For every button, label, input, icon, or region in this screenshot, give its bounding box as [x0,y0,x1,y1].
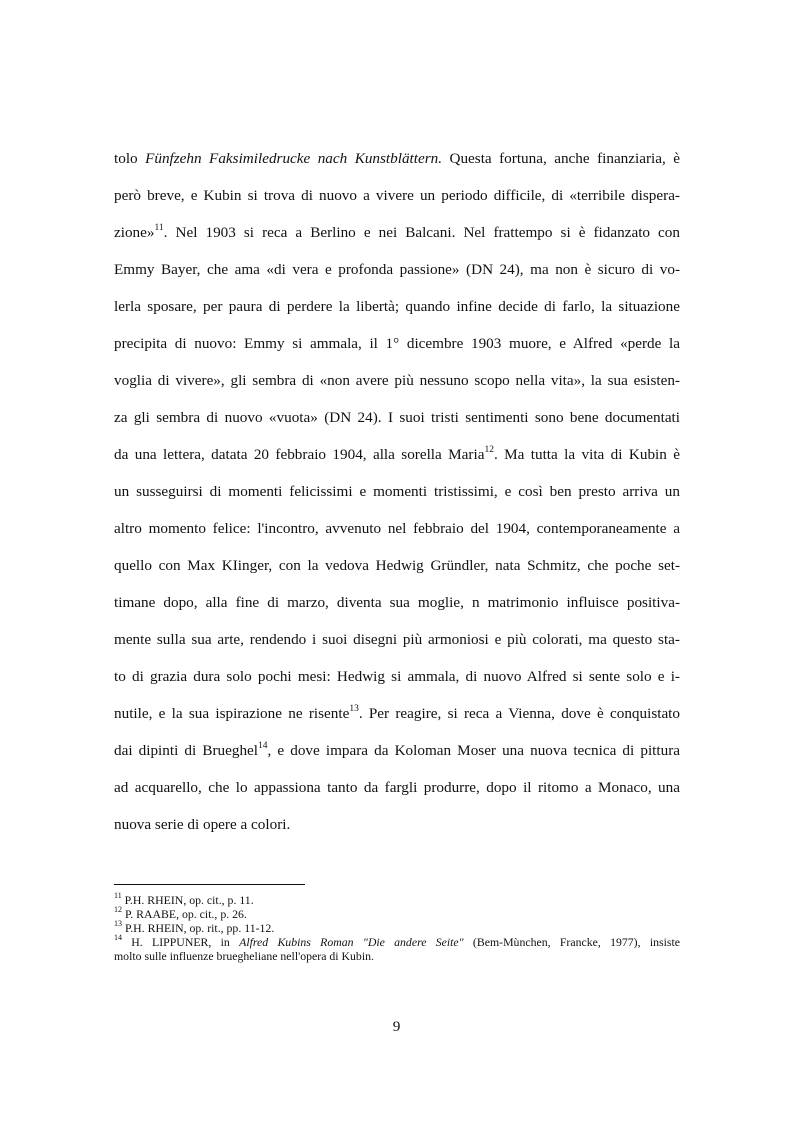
footnote-text: P.H. RHEIN, op. cit., p. 11. [121,893,254,907]
body-text [114,144,680,847]
text-line-19: nuova serie di opere a colori. [114,816,291,833]
footnote-ref-13[interactable]: 13 [349,703,359,714]
footnote-number: 14 [114,933,122,943]
text-line-10: un susseguirsi di momenti felicissimi e momenti tristissimi, e così ben presto arriva un [114,483,680,500]
text-line-7: voglia di vivere», gli sembra di «non avere più nessuno scopo nella vita», la sua esisten- [114,372,680,389]
footnote-text: P.H. RHEIN, op. rit., pp. 11-12. [122,921,275,935]
footnote-ref-14[interactable]: 14 [258,740,268,751]
text-line-1 [114,144,680,181]
footnote-text: (Bem-Mùnchen, Francke, 1977), insiste [463,935,680,949]
text-line-4: Emmy Bayer, che ama «di vera e profonda passione» (DN 24), ma non è sicuro di vo- [114,261,680,278]
text-line-9 [114,440,680,477]
footnote-number: 12 [114,905,122,915]
text-line-11: altro momento felice: l'incontro, avvenuto nel febbraio del 1904, contemporaneamente a [114,520,680,537]
text-run: tolo [114,150,146,167]
text-line-17 [114,736,680,773]
text-line-5: lerla sposare, per paura di perdere la libertà; quando infine decide di farlo, la situazione [114,298,680,315]
footnote-12 [114,907,680,921]
footnote-number: 13 [114,919,122,929]
footnote-italic-title: Alfred Kubins Roman "Die andere Seite" [239,935,464,949]
text-run: da una lettera, datata 20 febbraio 1904, alla sorella Maria [114,446,485,463]
page-number: 9 [392,1018,401,1035]
text-run: , e dove impara da Koloman Moser una nuova tecnica di pittura [267,742,680,759]
footnote-ref-12[interactable]: 12 [484,444,494,455]
footnote-ref-11[interactable]: 11 [154,222,164,233]
footnote-text: P. RAABE, op. cit., p. 26. [122,907,247,921]
text-line-15: to di grazia dura solo pochi mesi: Hedwig si ammala, di nuovo Alfred si sente solo e i- [114,668,680,685]
text-run: . Per reagire, si reca a Vienna, dove è conquistato [358,705,680,722]
footnote-13 [114,921,680,935]
text-line-14: mente sulla sua arte, rendendo i suoi disegni più armoniosi e più colorati, ma questo sta- [114,631,680,648]
text-line-3 [114,218,680,255]
italic-title: Fünfzehn Faksimiledrucke nach Kunstblättern. [145,150,443,167]
text-line-2: però breve, e Kubin si trova di nuovo a vivere un periodo difficile, di «terribile dispera- [114,187,680,204]
text-line-6: precipita di nuovo: Emmy si ammala, il 1° dicembre 1903 muore, e Alfred «perde la [114,335,680,352]
footnote-11 [114,893,680,907]
text-run: dai dipinti di Brueghel [114,742,258,759]
text-line-12: quello con Max KIinger, con la vedova Hedwig Gründler, nata Schmitz, che poche set- [114,557,680,574]
text-line-13: timane dopo, alla fine di marzo, diventa sua moglie, n matrimonio influisce positiva- [114,594,680,611]
text-run: Questa fortuna, anche finanziaria, è [442,150,680,167]
text-run: zione» [114,224,155,241]
footnote-text: H. LIPPUNER, in [122,935,240,949]
text-line-18: ad acquarello, che lo appassiona tanto da fargli produrre, dopo il ritomo a Monaco, una [114,779,680,796]
footnote-14-continued: molto sulle influenze bruegheliane nell'opera di Kubin. [114,949,374,963]
text-line-16 [114,699,680,736]
footnote-divider [114,884,305,885]
text-run: . Ma tutta la vita di Kubin è [493,446,680,463]
text-run: . Nel 1903 si reca a Berlino e nei Balcani. Nel frattempo si è fidanzato con [163,224,680,241]
footnote-14 [114,935,680,949]
footnote-number: 11 [114,891,122,901]
footnotes [114,893,680,963]
text-line-8: za gli sembra di nuovo «vuota» (DN 24). I suoi tristi sentimenti sono bene documentati [114,409,680,426]
text-run: nutile, e la sua ispirazione ne risente [114,705,350,722]
